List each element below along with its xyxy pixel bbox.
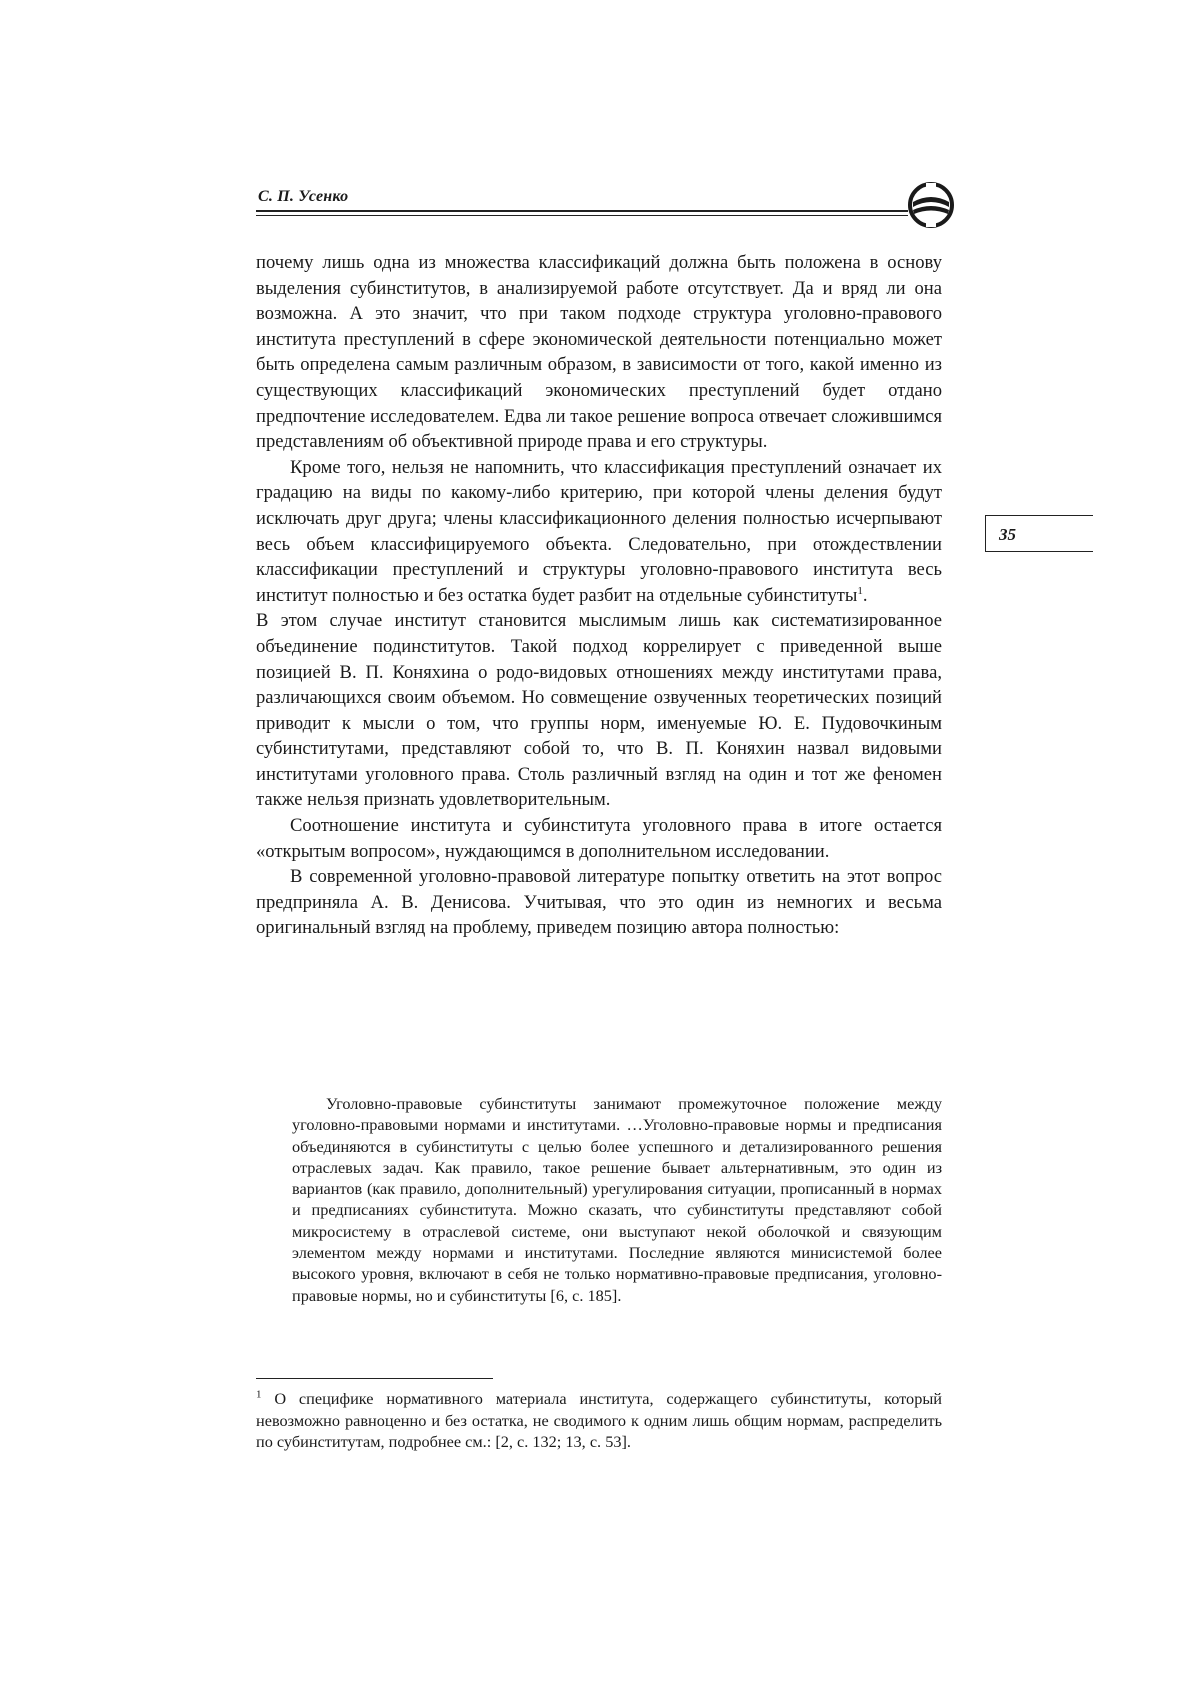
footnote-marker: 1 [256, 1388, 262, 1401]
header-rule-thick [256, 210, 908, 212]
footnote-text: О специфике нормативного материала института, содержащего субинституты, который невозможно равноценно и без остатка, не сводимого к одним лишь общим нормам, распределить по субинститутам, подробнее см.: [2, с. 132; 13, с. 53]. [256, 1389, 942, 1452]
page-number-rule-bottom [985, 551, 1093, 552]
footnote [256, 1388, 942, 1453]
paragraph: почему лишь одна из множества классификаций должна быть положена в основу выделения субинститутов, в анализируемой работе отсутствует. Да и вряд ли она возможна. А это значит, что при таком подходе структура уголовно-правового института преступлений в сфере экономической деятельности потенциально может быть определена самым различным образом, в зависимости от того, какой именно из существующих классификаций экономических преступлений будет отдано предпочтение исследователем. Едва ли такое решение вопроса отвечает сложившимся представлениям об объективной природе права и его структуры. [256, 252, 942, 453]
page-number: 35 [999, 525, 1016, 544]
paragraph: В этом случае институт становится мыслимым лишь как систематизированное объединение подинститутов. Такой подход коррелирует с приведенной выше позицией В. П. Коняхина о родо-видовых отношениях между институтами права, различающихся своим объемом. Но совмещение озвученных теоретических позиций приводит к мысли о том, что группы норм, именуемые Ю. Е. Пудовочкиным субинститутами, представляют собой то, что В. П. Коняхин назвал видовыми институтами уголовного права. Столь различный взгляд на один и тот же феномен также нельзя признать удовлетворительным. [256, 610, 942, 811]
footnote-paragraph [256, 1388, 942, 1453]
page-number-rule-left [985, 515, 986, 551]
body-text [256, 250, 942, 941]
paragraph: В современной уголовно-правовой литературе попытку ответить на этот вопрос предприняла А. В. Денисова. Учитывая, что это один из немногих и весьма оригинальный взгляд на проблему, приведем позицию автора полностью: [256, 866, 942, 939]
footnote-reference[interactable]: 1 [857, 584, 863, 597]
page-number-box [985, 515, 1093, 551]
block-quote-text: Уголовно-правовые субинституты занимают промежуточное положение между уголовно-правовыми нормами и институтами. …Уголовно-правовые нормы и предписания объединяются в субинституты с целью более успешного и детализированного решения отраслевых задач. Как правило, такое решение бывает альтернативным, это один из вариантов (как правило, дополнительный) урегулирования ситуации, прописанный в нормах и предписаниях субинститута. Можно сказать, что субинституты представляют собой микросистему в отраслевой системе, они выступают некой оболочкой и связующим элементом между нормами и институтами. Последние являются минисистемой более высокого уровня, включают в себя не только нормативно-правовые предписания, уголовно-правовые нормы, но и субинституты [6, с. 185]. [292, 1094, 942, 1305]
paragraph-text: Кроме того, нельзя не напомнить, что классификация преступлений означает их градацию на виды по какому-либо критерию, при которой члены деления будут исключать друг друга; члены классификационного деления полностью исчерпывают весь объем классифицируемого объекта. Следовательно, при отождествлении классификации преступлений и структуры уголовно-правового института весь институт полностью и без остатка будет разбит на отдельные субинституты [256, 456, 942, 606]
footnote-divider [256, 1378, 493, 1379]
header-author: С. П. Усенко [258, 188, 349, 205]
publisher-logo-icon [906, 180, 956, 230]
paragraph: Соотношение института и субинститута уголовного права в итоге остается «открытым вопросом», нуждающимся в дополнительном исследовании. [256, 815, 942, 862]
page-number-rule-top [985, 515, 1093, 516]
paragraph [256, 455, 942, 609]
paragraph-text-tail: . [862, 584, 868, 606]
running-header [256, 188, 956, 224]
block-quote [292, 1093, 942, 1306]
header-rule-thin [256, 215, 908, 216]
